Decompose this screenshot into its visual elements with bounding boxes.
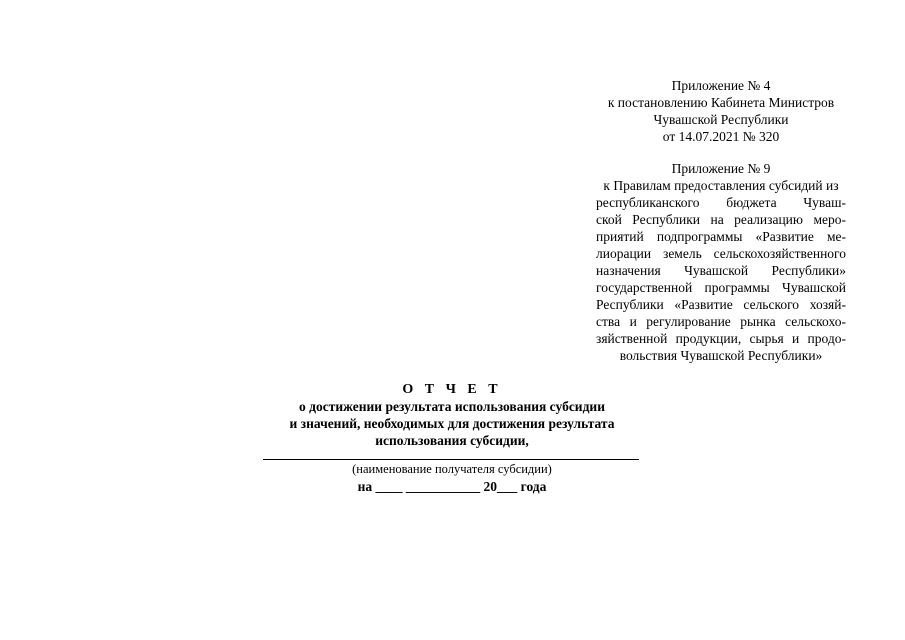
word: ства (596, 314, 621, 329)
word: «Развитие (674, 297, 733, 312)
appendix9-line-7 (596, 279, 846, 296)
word: ме- (826, 229, 846, 244)
word: республиканского (596, 195, 700, 210)
word: программы (704, 280, 770, 295)
appendix9-line-11: вольствия Чувашской Республики» (619, 348, 823, 363)
report-subtitle-line-3: использования субсидии, (375, 433, 529, 448)
word: продо- (807, 331, 846, 346)
appendix9-line-8 (596, 296, 846, 313)
word: регулирование (646, 314, 731, 329)
appendix9-number: Приложение № 9 (671, 161, 771, 176)
appendix9-line-10 (596, 330, 846, 347)
appendix9-line-1: к Правилам предоставления субсидий из (603, 178, 839, 193)
report-date-line: на ____ ___________ 20___ года (357, 479, 547, 494)
word: сельскохо- (785, 314, 846, 329)
recipient-caption: (наименование получателя субсидии) (352, 462, 552, 476)
word: Республики (632, 212, 701, 227)
appendix9-line-9 (596, 313, 846, 330)
word: рынка (740, 314, 776, 329)
appendix9-line-6 (596, 262, 846, 279)
appendix9-line-4 (596, 228, 846, 245)
appendix9-line-2 (596, 194, 846, 211)
word: подпрограммы (656, 229, 743, 244)
word: сельского (743, 297, 800, 312)
word: на (710, 212, 724, 227)
word: ской (596, 212, 622, 227)
word: меро- (813, 212, 846, 227)
word: назначения (596, 263, 661, 278)
word: приятий (596, 229, 644, 244)
report-title: О Т Ч Е Т (402, 382, 502, 397)
word: Республики (596, 297, 664, 312)
report-subtitle-line-2: и значений, необходимых для достижения результата (289, 416, 615, 431)
appendix4-resolution: к постановлению Кабинета Министров (607, 95, 835, 110)
appendix4-republic: Чувашской Республики (653, 112, 789, 127)
word: «Развитие (755, 229, 814, 244)
appendix4-number: Приложение № 4 (671, 78, 771, 93)
appendix9-line-5 (596, 245, 846, 262)
word: Республики» (771, 263, 846, 278)
word: земель (662, 246, 702, 261)
word: и (792, 331, 800, 346)
word: сельскохозяйственного (713, 246, 846, 261)
word: бюджета (726, 195, 777, 210)
word: Чувашской (684, 263, 749, 278)
word: продукции, (675, 331, 742, 346)
word: зяйственной (596, 331, 668, 346)
word: реализацию (734, 212, 803, 227)
word: государственной (596, 280, 693, 295)
word: и (629, 314, 637, 329)
word: лиорации (596, 246, 652, 261)
word: Чуваш- (803, 195, 846, 210)
word: Чувашской (782, 280, 846, 295)
word: хозяй- (809, 297, 846, 312)
word: сырья (749, 331, 784, 346)
report-subtitle-line-1: о достижении результата использования субсидии (299, 399, 605, 414)
recipient-name-field (263, 459, 639, 460)
appendix4-date-number: от 14.07.2021 № 320 (662, 129, 780, 144)
appendix9-line-3 (596, 211, 846, 228)
